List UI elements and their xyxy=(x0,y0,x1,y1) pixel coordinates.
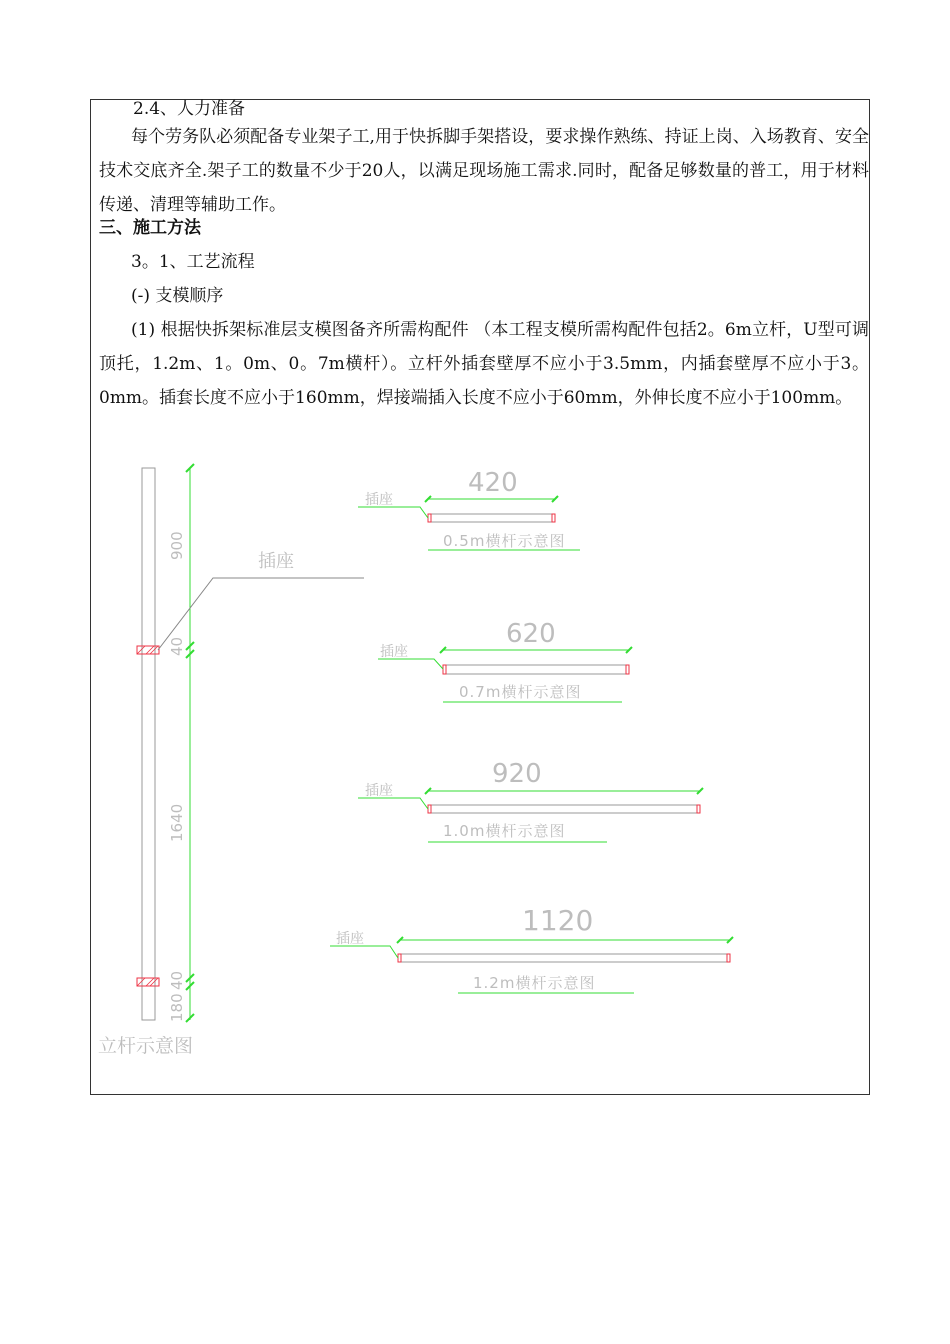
bar-07m-drawing xyxy=(378,619,632,702)
paragraph-manpower: 每个劳务队必须配备专业架子工,用于快拆脚手架搭设，要求操作熟练、持证上岗、入场教育、安全技术交底齐全.架子工的数量不少于20人，以满足现场施工需求.同时，配备足够数量的普工，用于材料传递、清理等辅助工作。 xyxy=(99,127,869,215)
bar-10m-socket-label: 插座 xyxy=(365,783,393,799)
bar-10m-caption: 1.0m横杆示意图 xyxy=(443,822,566,840)
pole-outline xyxy=(142,468,155,1020)
pole-socket-leader xyxy=(158,578,364,650)
bar-12m-outline xyxy=(398,954,730,962)
vertical-pole-drawing xyxy=(98,464,364,1057)
pole-socket-lower xyxy=(137,978,159,986)
bar-12m-drawing xyxy=(330,904,733,993)
heading-construction-method: 三、施工方法 xyxy=(99,218,201,238)
pole-dim-40-upper: 40 xyxy=(168,636,186,656)
bar-07m-socket-label: 插座 xyxy=(380,644,408,660)
pole-dim-40-lower: 40 xyxy=(168,970,186,990)
pole-caption: 立杆示意图 xyxy=(98,1035,194,1057)
heading-2-4: 2.4、人力准备 xyxy=(133,99,246,119)
bar-07m-outline xyxy=(443,665,629,674)
bar-12m-caption: 1.2m横杆示意图 xyxy=(473,974,596,992)
bar-05m-caption: 0.5m横杆示意图 xyxy=(443,532,566,550)
pole-socket-upper xyxy=(137,646,159,654)
heading-3-1: 3。1、工艺流程 xyxy=(131,252,255,272)
bar-05m-length: 420 xyxy=(468,468,518,498)
heading-formwork-order: (-) 支模顺序 xyxy=(131,286,224,306)
bar-12m-length: 1120 xyxy=(522,904,594,937)
bar-10m-outline xyxy=(428,805,700,813)
paragraph-formwork: (1) 根据快拆架标准层支模图备齐所需构配件 （本工程支模所需构配件包括2。6m立杆，U型可调顶托，1.2m、1。0m、0。7m横杆）。立杆外插套壁厚不应小于3.5mm，内插套壁厚不应小于3。0mm。插套长度不应小于160mm，焊接端插入长度不应小于60mm，外伸长度不应小于100mm。 xyxy=(99,320,869,408)
pole-dim-1640: 1640 xyxy=(168,803,186,842)
bar-05m-drawing xyxy=(358,468,580,550)
pole-dim-180: 180 xyxy=(168,993,186,1022)
bar-10m-length: 920 xyxy=(492,759,542,789)
bar-07m-caption: 0.7m横杆示意图 xyxy=(459,683,582,701)
pole-socket-label: 插座 xyxy=(258,551,294,572)
pole-dim-900: 900 xyxy=(168,531,186,560)
bar-12m-socket-label: 插座 xyxy=(336,931,364,947)
bar-05m-outline xyxy=(428,514,555,522)
bar-05m-socket-label: 插座 xyxy=(365,492,393,508)
bar-10m-drawing xyxy=(358,759,703,842)
bar-07m-length: 620 xyxy=(506,619,556,649)
